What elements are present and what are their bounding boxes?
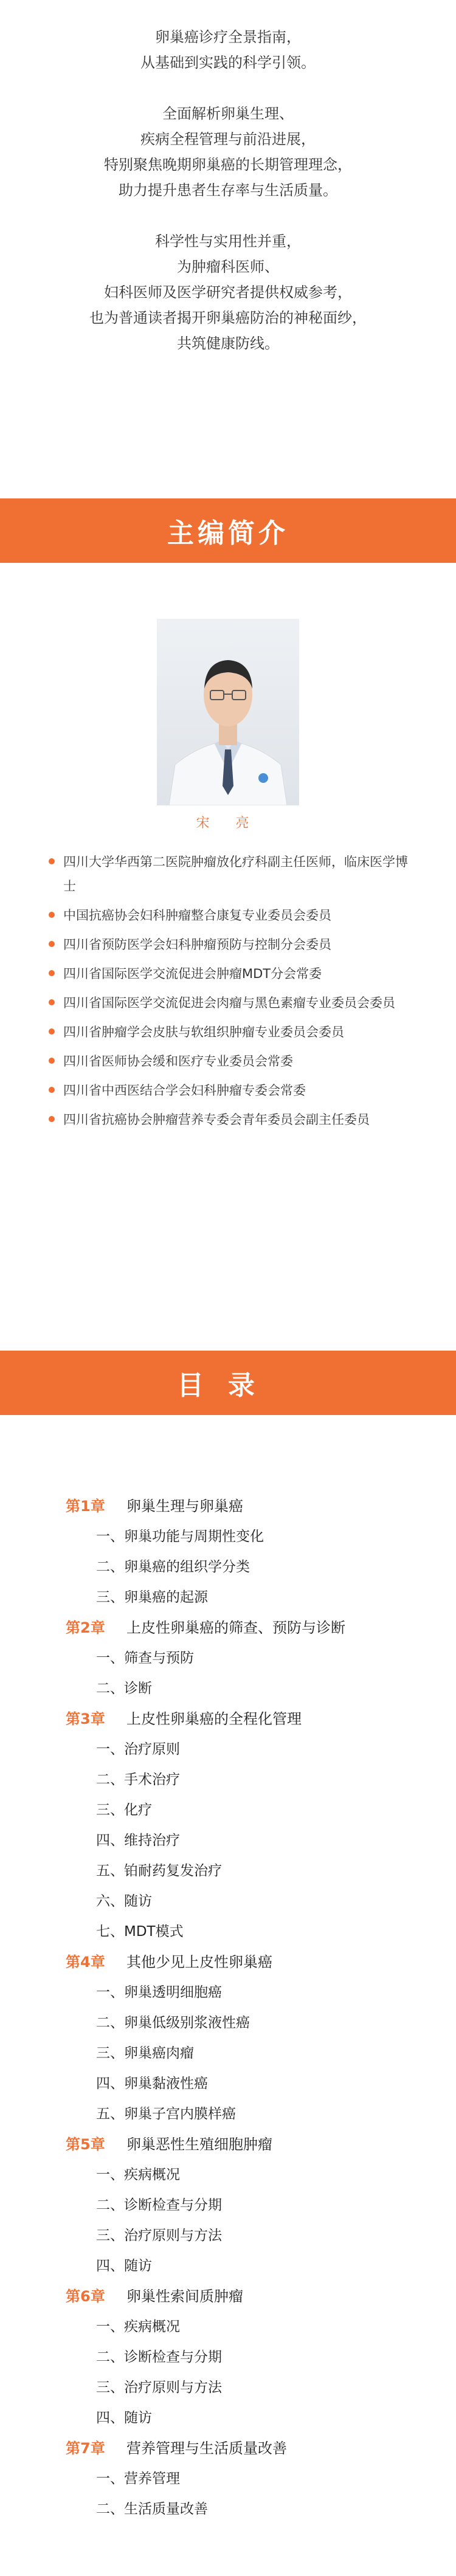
intro-line: 卵巢癌诊疗全景指南， <box>155 29 301 46</box>
bio-item: 四川大学华西第二医院肿瘤放化疗科副主任医师，临床医学博士 <box>49 850 420 898</box>
toc-section-banner <box>0 1351 456 1415</box>
intro-line: 疾病全程管理与前沿进展， <box>140 131 316 148</box>
editor-name: 宋 亮 <box>196 816 260 831</box>
toc-chapter-row <box>66 1945 430 1975</box>
toc-section-row: 七、MDT模式 <box>96 1923 184 1940</box>
toc-section-row: 一、卵巢功能与周期性变化 <box>96 1528 264 1545</box>
toc-section-row: 一、筛查与预防 <box>96 1650 194 1666</box>
chapter-title: 卵巢生理与卵巢癌 <box>126 1497 243 1515</box>
toc-section-row: 三、卵巢癌的起源 <box>96 1589 208 1605</box>
intro-line: 科学性与实用性并重， <box>155 233 301 250</box>
editor-section-title: 主编简介 <box>167 518 289 549</box>
chapter-number: 第1章 <box>66 1497 105 1515</box>
toc-chapter-row <box>66 1702 430 1732</box>
toc-section-row: 二、手术治疗 <box>96 1771 180 1788</box>
toc-section-row: 二、卵巢低级别浆液性癌 <box>96 2014 250 2031</box>
bio-item: 四川省肿瘤学会皮肤与软组织肿瘤专业委员会委员 <box>49 1020 420 1044</box>
toc-chapter-row <box>66 2279 430 2310</box>
editor-bio-list <box>49 850 420 1137</box>
toc-section-row: 一、疾病概况 <box>96 2318 180 2335</box>
toc-section-row: 一、营养管理 <box>96 2470 180 2487</box>
toc-section-row: 四、随访 <box>96 2409 152 2426</box>
toc-section-row: 二、卵巢癌的组织学分类 <box>96 1558 250 1575</box>
editor-photo <box>157 619 299 805</box>
chapter-number: 第6章 <box>66 2287 105 2305</box>
intro-line: 妇科医师及医学研究者提供权威参考， <box>104 284 352 301</box>
toc-section-row: 一、治疗原则 <box>96 1741 180 1757</box>
toc-chapter-row <box>66 1611 430 1641</box>
toc-section-title: 目录 <box>177 1370 279 1401</box>
chapter-number: 第4章 <box>66 1953 105 1971</box>
intro-paragraph <box>0 24 456 75</box>
intro-line: 共筑健康防线。 <box>177 335 279 352</box>
intro-text-block <box>0 24 456 382</box>
toc-section-row: 三、治疗原则与方法 <box>96 2227 222 2244</box>
intro-line: 全面解析卵巢生理、 <box>162 105 294 122</box>
bio-item: 四川省抗癌协会肿瘤营养专委会青年委员会副主任委员 <box>49 1107 420 1132</box>
toc-section-row: 四、随访 <box>96 2257 152 2274</box>
chapter-number: 第2章 <box>66 1619 105 1636</box>
bio-item: 四川省医师协会缓和医疗专业委员会常委 <box>49 1049 420 1073</box>
intro-line: 助力提升患者生存率与生活质量。 <box>119 182 337 199</box>
toc-section-row: 四、卵巢黏液性癌 <box>96 2075 208 2092</box>
toc-section-row: 一、卵巢透明细胞癌 <box>96 1984 222 2000</box>
intro-line: 也为普通读者揭开卵巢癌防治的神秘面纱， <box>89 309 367 326</box>
chapter-title: 上皮性卵巢癌的筛查、预防与诊断 <box>126 1619 345 1636</box>
chapter-number: 第3章 <box>66 1710 105 1727</box>
intro-paragraph <box>0 101 456 203</box>
chapter-title: 上皮性卵巢癌的全程化管理 <box>126 1710 302 1727</box>
toc-chapter-row <box>66 2431 430 2462</box>
bio-item: 四川省国际医学交流促进会肉瘤与黑色素瘤专业委员会委员 <box>49 991 420 1015</box>
bio-item: 四川省预防医学会妇科肿瘤预防与控制分会委员 <box>49 932 420 957</box>
toc-section-row: 二、生活质量改善 <box>96 2501 208 2517</box>
toc-section-row: 五、卵巢子宫内膜样癌 <box>96 2106 236 2122</box>
toc-section-row: 三、治疗原则与方法 <box>96 2379 222 2395</box>
chapter-title: 卵巢恶性生殖细胞肿瘤 <box>126 2135 272 2153</box>
toc-section-row: 二、诊断 <box>96 1680 152 1696</box>
intro-line: 特别聚焦晚期卵巢癌的长期管理理念， <box>104 156 352 173</box>
intro-line: 为肿瘤科医师、 <box>177 258 279 275</box>
toc-section-row: 三、卵巢癌肉瘤 <box>96 2045 194 2061</box>
toc-section-row: 五、铂耐药复发治疗 <box>96 1862 222 1879</box>
intro-paragraph <box>0 229 456 356</box>
toc-section-row: 三、化疗 <box>96 1802 152 1818</box>
chapter-number: 第5章 <box>66 2135 105 2153</box>
bio-item: 四川省中西医结合学会妇科肿瘤专委会常委 <box>49 1078 420 1103</box>
bio-item: 中国抗癌协会妇科肿瘤整合康复专业委员会委员 <box>49 903 420 928</box>
toc-section-row: 六、随访 <box>96 1893 152 1909</box>
chapter-number: 第7章 <box>66 2439 105 2457</box>
toc-section-row: 二、诊断检查与分期 <box>96 2349 222 2365</box>
chapter-title: 卵巢性索间质肿瘤 <box>126 2287 243 2305</box>
chapter-title: 营养管理与生活质量改善 <box>126 2439 287 2457</box>
toc-section-row: 四、维持治疗 <box>96 1832 180 1848</box>
table-of-contents <box>66 1489 430 2523</box>
chapter-title: 其他少见上皮性卵巢癌 <box>126 1953 272 1971</box>
bio-item: 四川省国际医学交流促进会肿瘤MDT分会常委 <box>49 962 420 986</box>
editor-section-banner <box>0 498 456 563</box>
toc-section-row: 一、疾病概况 <box>96 2166 180 2183</box>
toc-chapter-row <box>66 1489 430 1520</box>
toc-section-row: 二、诊断检查与分期 <box>96 2197 222 2213</box>
toc-chapter-row <box>66 2127 430 2158</box>
intro-line: 从基础到实践的科学引领。 <box>140 54 316 71</box>
